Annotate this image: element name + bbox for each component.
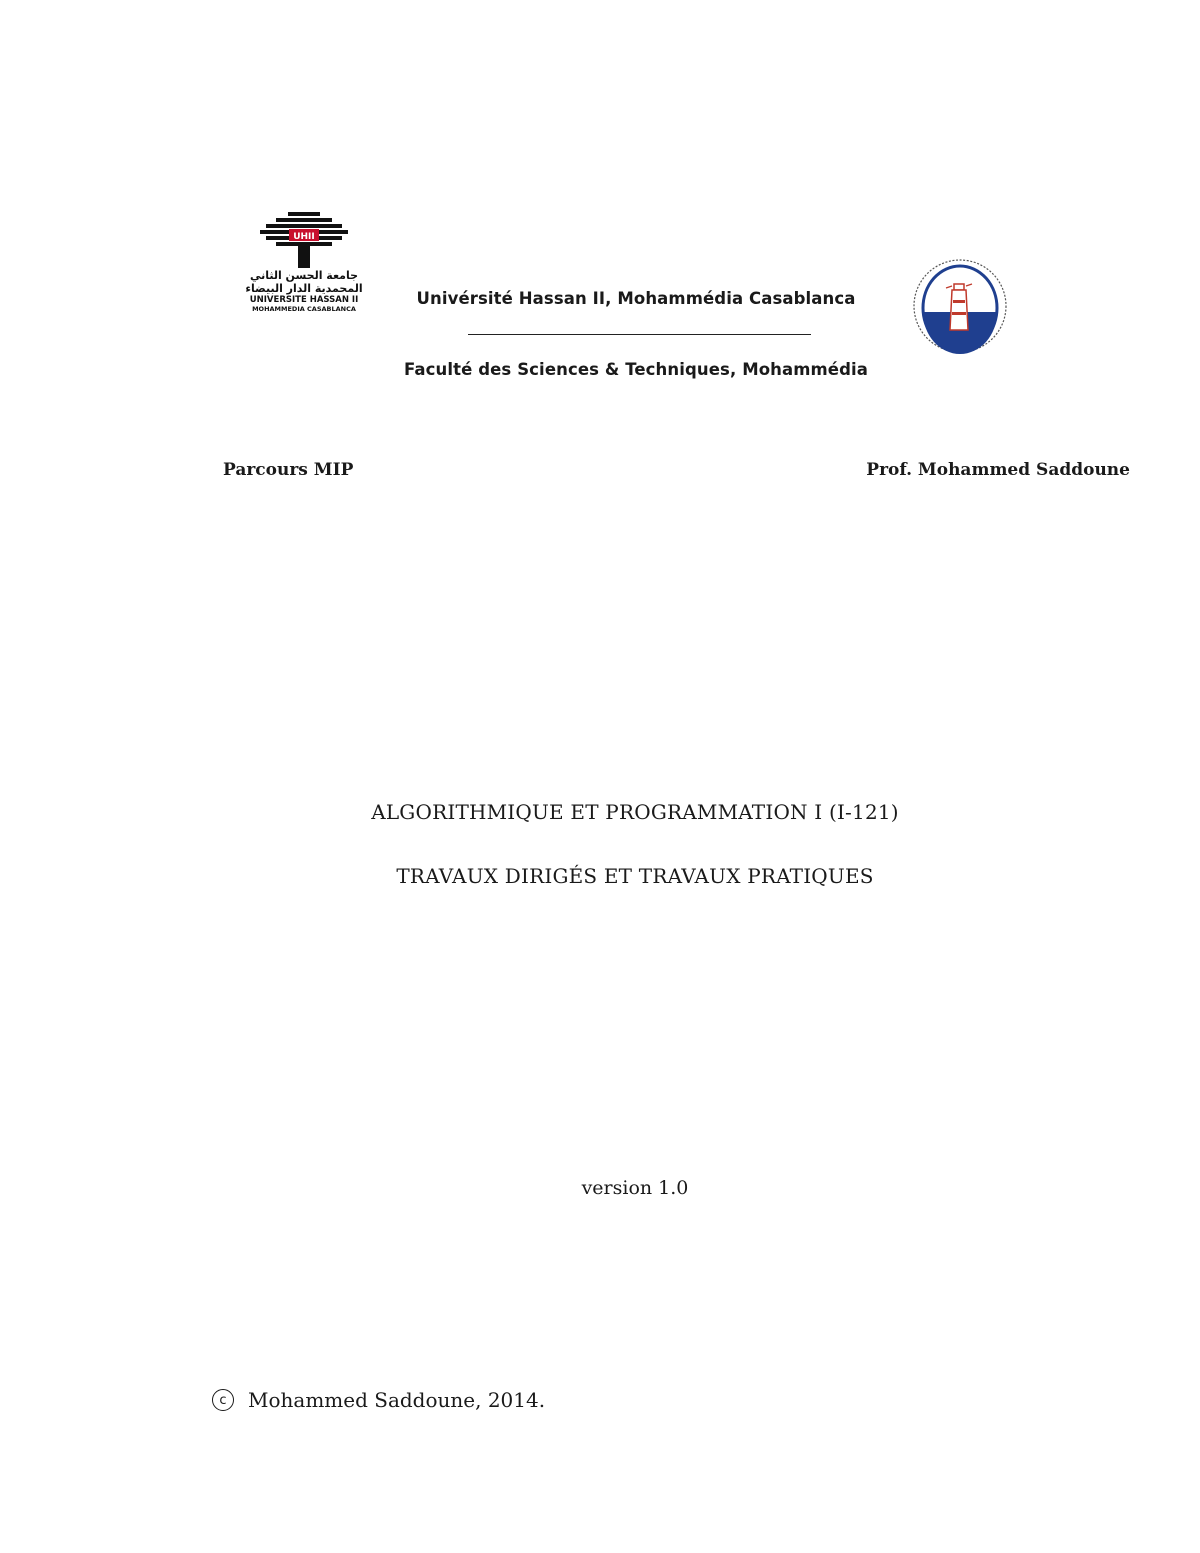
faculty-name: Faculté des Sciences & Techniques, Mohammédia bbox=[403, 360, 869, 379]
university-name: Univérsité Hassan II, Mohammédia Casablanca bbox=[416, 289, 856, 308]
svg-text:UHII: UHII bbox=[293, 232, 315, 242]
uh2-latin-line2: MOHAMMEDIA CASABLANCA bbox=[252, 305, 356, 313]
fst-mohammedia-seal-logo bbox=[912, 250, 1008, 362]
header-divider bbox=[468, 334, 811, 335]
copyright-icon: c bbox=[212, 1389, 234, 1411]
version-label: version 1.0 bbox=[581, 1177, 689, 1199]
uh2-arabic-line2: المحمدية الدار البيضاء bbox=[245, 282, 363, 295]
copyright-text: Mohammed Saddoune, 2014. bbox=[248, 1388, 546, 1412]
copyright-notice bbox=[212, 1388, 545, 1412]
document-title: ALGORITHMIQUE ET PROGRAMMATION I (I-121) bbox=[371, 800, 899, 824]
document-subtitle: TRAVAUX DIRIGÉS ET TRAVAUX PRATIQUES bbox=[396, 864, 874, 888]
uh2-latin-line1: UNIVERSITE HASSAN II bbox=[249, 295, 359, 305]
uh2-arabic-line1: جامعة الحسن الثاني bbox=[249, 269, 359, 282]
author-name: Prof. Mohammed Saddoune bbox=[866, 460, 1130, 480]
program-name: Parcours MIP bbox=[223, 460, 354, 480]
